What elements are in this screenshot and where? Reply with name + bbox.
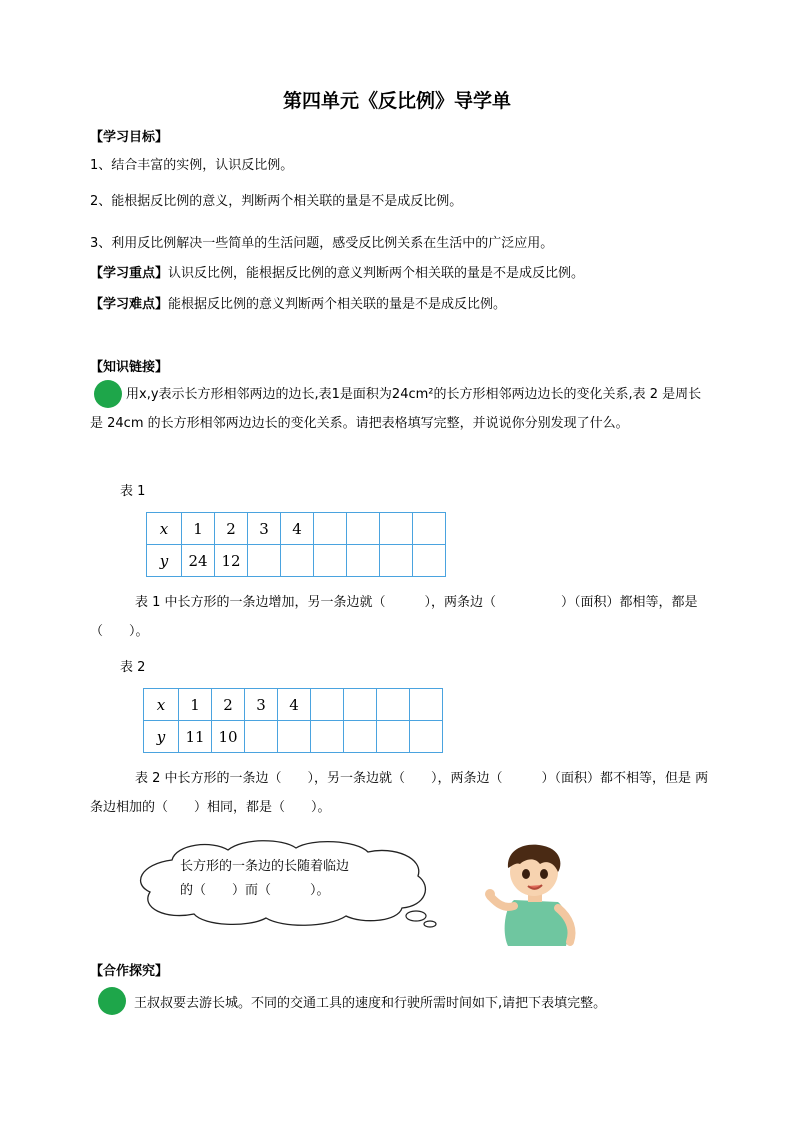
cloud-line-2: 的（ ）而（ ）。 — [180, 883, 330, 898]
cooperation-text: 王叔叔要去游长城。不同的交通工具的速度和行驶所需时间如下,请把下表填完整。 — [134, 996, 607, 1011]
table2-cell[interactable] — [377, 689, 410, 721]
table2-label: 表 2 — [120, 660, 146, 675]
table1-row-y — [147, 545, 446, 577]
boy-illustration-icon — [474, 838, 590, 946]
table1-cell[interactable]: 24 — [182, 545, 215, 577]
table2-cell[interactable]: 10 — [212, 721, 245, 753]
table2-x-head: x — [144, 689, 179, 721]
difficulty-text: 能根据反比例的意义判断两个相关联的量是不是成反比例。 — [168, 297, 507, 312]
table1-y-head: y — [147, 545, 182, 577]
table2-cell[interactable]: 3 — [245, 689, 278, 721]
table1-row-x — [147, 513, 446, 545]
table1-label: 表 1 — [120, 484, 146, 499]
key-point-label: 【学习重点】 — [90, 266, 169, 281]
table1-cell[interactable] — [347, 513, 380, 545]
objective-item-3: 3、利用反比例解决一些简单的生活问题，感受反比例关系在生活中的广泛应用。 — [90, 236, 554, 251]
table1-cell[interactable]: 3 — [248, 513, 281, 545]
table1-cell[interactable] — [413, 513, 446, 545]
table1-cell[interactable] — [314, 545, 347, 577]
question-2: 表 2 中长方形的一条边（ ），另一条边就（ ），两条边（ ）（面积）都不相等，但是 两条边相加的（ ）相同，都是（ ）。 — [90, 771, 709, 815]
cloud-line-1: 长方形的一条边的长随着临边 — [180, 859, 350, 874]
table2-cell[interactable]: 2 — [212, 689, 245, 721]
table2-cell[interactable] — [311, 689, 344, 721]
table1-cell[interactable] — [380, 545, 413, 577]
table2-cell[interactable]: 11 — [179, 721, 212, 753]
knowledge-header: 【知识链接】 — [90, 360, 169, 375]
table2-cell[interactable] — [245, 721, 278, 753]
table2-cell[interactable] — [344, 721, 377, 753]
table2-cell[interactable] — [278, 721, 311, 753]
table2-cell[interactable] — [311, 721, 344, 753]
objectives-header: 【学习目标】 — [90, 130, 169, 145]
key-point — [90, 262, 584, 281]
table1-cell[interactable] — [347, 545, 380, 577]
table2-y-head: y — [144, 721, 179, 753]
table1 — [146, 512, 446, 577]
key-point-text: 认识反比例，能根据反比例的意义判断两个相关联的量是不是成反比例。 — [168, 266, 585, 281]
table2-cell[interactable] — [410, 721, 443, 753]
table1-cell[interactable]: 4 — [281, 513, 314, 545]
question-1: 表 1 中长方形的一条边增加，另一条边就（ ），两条边（ ）（面积）都相等，都是（ ）。 — [90, 595, 698, 639]
table2-cell[interactable]: 1 — [179, 689, 212, 721]
objective-item-2: 2、能根据反比例的意义，判断两个相关联的量是不是成反比例。 — [90, 194, 463, 209]
table1-cell[interactable] — [314, 513, 347, 545]
table1-cell[interactable] — [413, 545, 446, 577]
knowledge-intro: 用x,y表示长方形相邻两边的边长,表1是面积为24cm²的长方形相邻两边边长的变化关系,表 2 是周长是 24cm 的长方形相邻两边边长的变化关系。请把表格填写完整，并说说你分别发现了什么。 — [90, 387, 702, 431]
table2-cell[interactable]: 4 — [278, 689, 311, 721]
table1-x-head: x — [147, 513, 182, 545]
table2-row-y — [144, 721, 443, 753]
table2-cell[interactable] — [344, 689, 377, 721]
table1-cell[interactable]: 1 — [182, 513, 215, 545]
table1-cell[interactable]: 2 — [215, 513, 248, 545]
difficulty — [90, 293, 506, 312]
objective-item-1: 1、结合丰富的实例，认识反比例。 — [90, 158, 294, 173]
table1-cell[interactable]: 12 — [215, 545, 248, 577]
table2 — [143, 688, 443, 753]
table2-cell[interactable] — [410, 689, 443, 721]
table2-row-x — [144, 689, 443, 721]
difficulty-label: 【学习难点】 — [90, 297, 169, 312]
cooperation-header: 【合作探究】 — [90, 964, 169, 979]
table1-cell[interactable] — [281, 545, 314, 577]
green-bullet-icon — [98, 987, 126, 1015]
table2-cell[interactable] — [377, 721, 410, 753]
page-title: 第四单元《反比例》导学单 — [282, 90, 511, 112]
table1-cell[interactable] — [380, 513, 413, 545]
table1-cell[interactable] — [248, 545, 281, 577]
